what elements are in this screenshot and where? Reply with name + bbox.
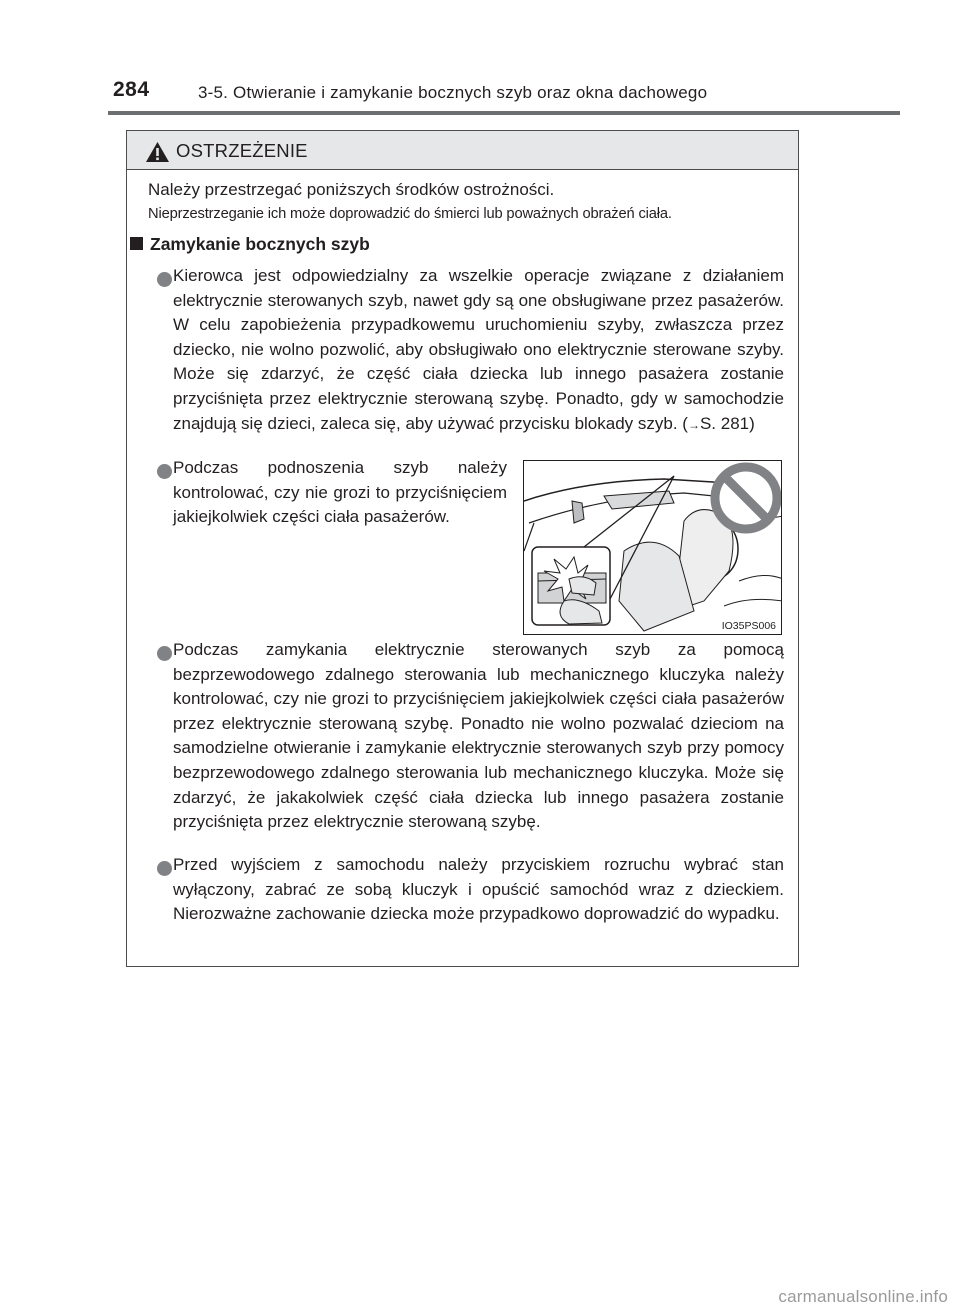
square-bullet-icon (130, 237, 143, 250)
bullet-icon (157, 272, 172, 287)
subsection-heading (130, 234, 370, 255)
bullet-icon (157, 464, 172, 479)
arrow-icon: → (687, 417, 700, 432)
prohibition-icon (715, 467, 777, 529)
subsection-title: Zamykanie bocznych szyb (150, 234, 370, 254)
warning-item: Podczas podnoszenia szyb należy kontrolować, czy nie grozi to przyciśnięciem jakiejkolwiek części ciała pasażerów. (173, 458, 507, 527)
warning-intro: Należy przestrzegać poniższych środków ostrożności. (148, 180, 555, 199)
warning-header (127, 131, 798, 170)
warning-item: Przed wyjściem z samochodu należy przyciskiem rozruchu wybrać stan wyłączony, zabrać ze sobą kluczyk i opuścić samochód wraz z dzieckiem. Nierozważne zachowanie dziecka może przypadkowo doprowadzić do wypadku. (173, 855, 784, 924)
warning-title: OSTRZEŻENIE (176, 140, 308, 161)
warning-item-text: Kierowca jest odpowiedzialny za wszelkie operacje związane z działaniem elektrycznie sterowanych szyb, nawet gdy są one obsługiwane przez pasażerów. W celu zapobieżenia przypadkowemu uruchomieniu szyby, zwłaszcza przez dziecko, nie wolno pozwolić, aby obsługiwało ono elektrycznie sterowane szyby. Może się zdarzyć, że część ciała dziecka lub innego pasażera zostanie przyciśnięta przez elektrycznie sterowaną szybę. Ponadto, gdy w samochodzie znajdują się dzieci, zaleca się, aby używać przycisku blokady szyb. ( (173, 266, 784, 433)
header-divider (108, 111, 900, 115)
watermark: carmanualsonline.info (778, 1287, 948, 1306)
illustration-code: IO35PS006 (721, 620, 776, 632)
bullet-icon (157, 646, 172, 661)
warning-item (173, 264, 784, 437)
window-pinch-illustration (524, 461, 782, 635)
section-title: 3-5. Otwieranie i zamykanie bocznych szyb oraz okna dachowego (198, 83, 708, 102)
page-number: 284 (113, 78, 150, 101)
page-header (0, 0, 960, 118)
warning-item: Podczas zamykania elektrycznie sterowanych szyb za pomocą bezprzewodowego zdalnego sterowania lub mechanicznego kluczyka należy kontrolować, czy nie grozi to przyciśnięciem jakiejkolwiek części ciała pasażerów przez elektrycznie sterowaną szybę. Ponadto nie wolno pozwalać dzieciom na samodzielne otwieranie i zamykanie elektrycznie sterowanych szyb przy pomocy bezprzewodowego zdalnego sterowania lub mechanicznego kluczyka. Może się zdarzyć, że jakakolwiek część ciała dziecka lub innego pasażera zostanie przyciśnięta przez elektrycznie sterowaną szybę. (173, 640, 784, 832)
illustration (523, 460, 782, 635)
page-reference: S. 281) (699, 413, 755, 433)
warning-box (126, 130, 799, 967)
warning-consequence: Nieprzestrzeganie ich może doprowadzić do śmierci lub poważnych obrażeń ciała. (148, 206, 672, 222)
warning-triangle-icon (145, 141, 170, 163)
bullet-icon (157, 861, 172, 876)
